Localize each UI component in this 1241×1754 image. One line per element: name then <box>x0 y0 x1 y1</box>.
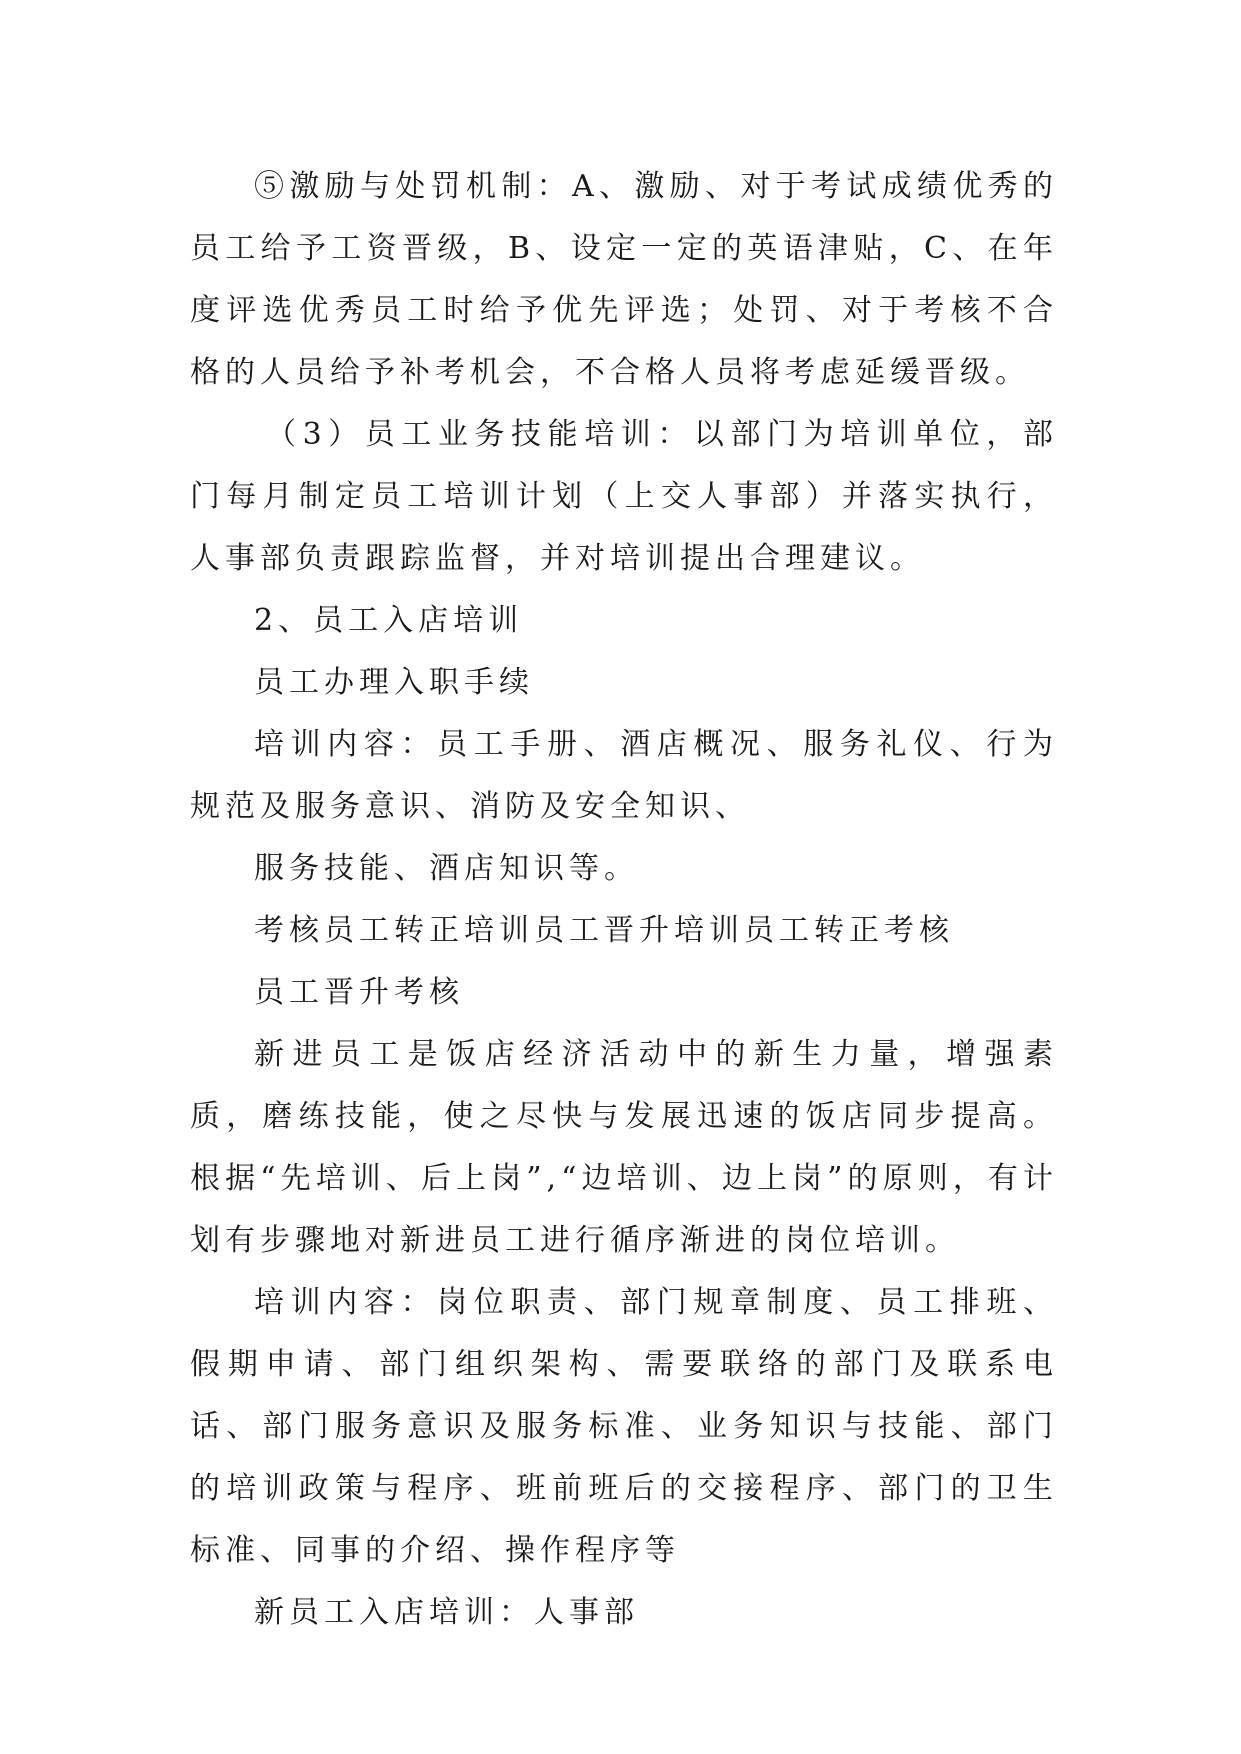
paragraph-training-content-2: 服务技能、酒店知识等。 <box>254 851 639 886</box>
section-heading-orientation: 2、员工入店培训 <box>254 603 524 638</box>
paragraph-hr-orientation: 新员工入店培训：人事部 <box>254 1595 639 1630</box>
paragraph-new-staff: 新进员工是饭店经济活动中的新生力量，增强素质，磨练技能，使之尽快与发展迅速的饭店同步提高。根据“先培训、后上岗”,“边培训、边上岗”的原则，有计划有步骤地对新进员工进行循序渐进的岗位培训。 <box>190 1037 1058 1258</box>
paragraph-incentive-penalty: ⑤激励与处罚机制：A、激励、对于考试成绩优秀的员工给予工资晋级，B、设定一定的英语津贴，C、在年度评选优秀员工时给予优先评选；处罚、对于考核不合格的人员给予补考机会，不合格人员将考虑延缓晋级。 <box>190 169 1058 390</box>
paragraph-dept-training-content: 培训内容：岗位职责、部门规章制度、员工排班、假期申请、部门组织架构、需要联络的部门及联系电话、部门服务意识及服务标准、业务知识与技能、部门的培训政策与程序、班前班后的交接程序、部门的卫生标准、同事的介绍、操作程序等 <box>190 1285 1058 1568</box>
paragraph-assessment: 考核员工转正培训员工晋升培训员工转正考核 <box>254 913 954 948</box>
document-page <box>190 156 1058 1644</box>
paragraph-skill-training: （3）员工业务技能培训：以部门为培训单位，部门每月制定员工培训计划（上交人事部）并落实执行，人事部负责跟踪监督，并对培训提出合理建议。 <box>190 417 1058 576</box>
paragraph-onboarding: 员工办理入职手续 <box>254 665 534 700</box>
paragraph-training-content-1: 培训内容：员工手册、酒店概况、服务礼仪、行为规范及服务意识、消防及安全知识、 <box>190 727 1058 824</box>
paragraph-promotion-assessment: 员工晋升考核 <box>254 975 464 1010</box>
